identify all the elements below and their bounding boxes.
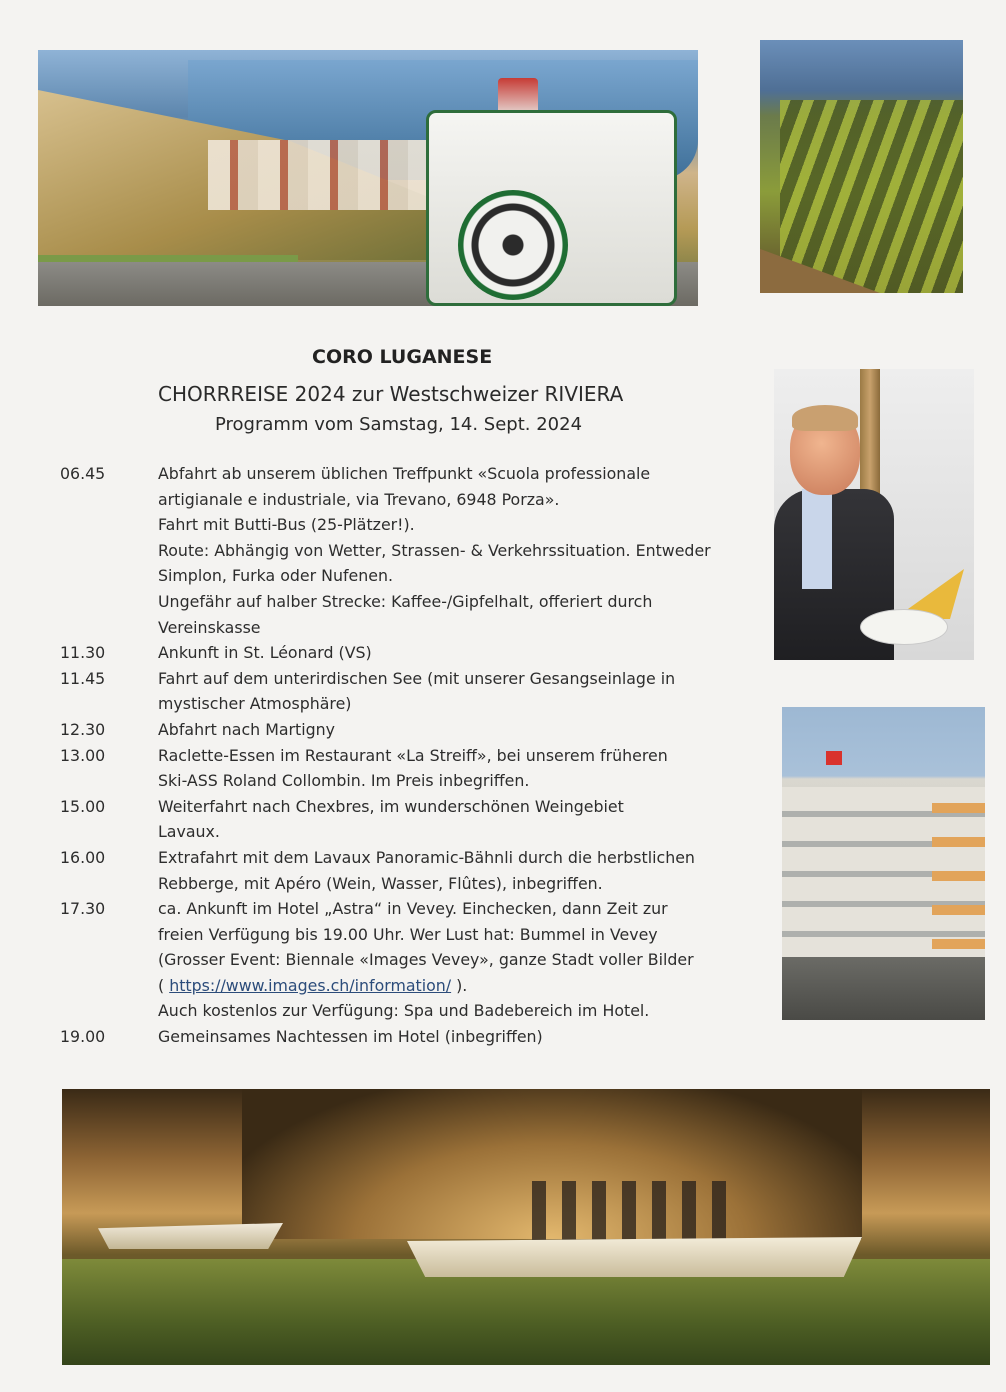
schedule-row [60, 743, 760, 794]
photo-roland-collombin-raclette [774, 369, 974, 660]
schedule-row [60, 461, 760, 640]
schedule-description [158, 794, 760, 845]
schedule-line: Abfahrt nach Martigny [158, 719, 335, 739]
schedule-time: 15.00 [60, 796, 106, 816]
schedule-line: Abfahrt ab unserem üblichen Treffpunkt «Scuola professionale [158, 464, 651, 483]
schedule-description [158, 717, 760, 743]
schedule-row [60, 640, 760, 666]
schedule-time: 13.00 [60, 745, 106, 765]
link-prefix: ( [158, 975, 170, 995]
schedule-line: Rebberge, mit Apéro (Wein, Wasser, Flûtes), inbegriffen. [158, 873, 603, 893]
schedule-time: 06.45 [60, 464, 106, 483]
photo-vineyard [760, 40, 963, 293]
schedule-line: Auch kostenlos zur Verfügung: Spa und Badebereich im Hotel. [158, 1001, 650, 1021]
schedule-line: Extrafahrt mit dem Lavaux Panoramic-Bähnli durch die herbstlichen [158, 847, 695, 867]
schedule-line: Vereinskasse [158, 617, 261, 637]
schedule-line: Gemeinsames Nachtessen im Hotel (inbegriffen) [158, 1027, 543, 1047]
schedule-description [158, 640, 760, 666]
schedule-description [158, 845, 760, 896]
schedule-line: mystischer Atmosphäre) [158, 694, 352, 714]
schedule-line: freien Verfügung bis 19.00 Uhr. Wer Lust hat: Bummel in Vevey [158, 924, 658, 944]
photo-hotel-astra [782, 707, 985, 1020]
schedule-time: 16.00 [60, 847, 106, 867]
schedule-line: Route: Abhängig von Wetter, Strassen- & Verkehrssituation. Entweder [158, 540, 711, 560]
schedule-line: Ungefähr auf halber Strecke: Kaffee-/Gipfelhalt, offeriert durch [158, 591, 653, 611]
schedule-line: Weiterfahrt nach Chexbres, im wunderschönen Weingebiet [158, 796, 624, 816]
schedule-time: 11.45 [60, 668, 106, 688]
schedule-description [158, 743, 760, 794]
schedule-row [60, 794, 760, 845]
schedule-time: 17.30 [60, 899, 106, 919]
schedule-row [60, 845, 760, 896]
document-title: CORO LUGANESE [312, 346, 493, 368]
schedule-time: 11.30 [60, 643, 106, 663]
schedule-description [158, 461, 760, 640]
schedule-line: Raclette-Essen im Restaurant «La Streiff», bei unserem früheren [158, 745, 668, 765]
schedule-line: Fahrt auf dem unterirdischen See (mit unserer Gesangseinlage in [158, 668, 676, 688]
program-date: Programm vom Samstag, 14. Sept. 2024 [215, 414, 583, 435]
schedule-description [158, 1024, 760, 1050]
schedule-row [60, 1024, 760, 1050]
schedule-row [60, 666, 760, 717]
schedule-description [158, 666, 760, 717]
schedule-line: Fahrt mit Butti-Bus (25-Plätzer!). [158, 515, 415, 535]
schedule-time: 19.00 [60, 1027, 106, 1047]
schedule-line: Ankunft in St. Léonard (VS) [158, 643, 372, 663]
photo-lavaux-train [38, 50, 698, 306]
schedule-row [60, 896, 760, 1024]
link-line [158, 973, 760, 999]
document-subtitle: CHORRREISE 2024 zur Westschweizer RIVIERA [158, 382, 624, 406]
photo-underground-lake [62, 1089, 990, 1365]
schedule-description [158, 896, 760, 1024]
schedule-line: artigianale e industriale, via Trevano, 6948 Porza». [158, 489, 560, 509]
images-vevey-link[interactable]: https://www.images.ch/information/ [169, 975, 452, 995]
schedule [60, 461, 760, 1050]
schedule-time: 12.30 [60, 719, 106, 739]
schedule-line: Simplon, Furka oder Nufenen. [158, 566, 394, 586]
schedule-line: (Grosser Event: Biennale «Images Vevey», ganze Stadt voller Bilder [158, 950, 694, 970]
schedule-row [60, 717, 760, 743]
link-suffix: ). [451, 975, 468, 995]
schedule-line: ca. Ankunft im Hotel „Astra“ in Vevey. Einchecken, dann Zeit zur [158, 899, 668, 919]
schedule-line: Lavaux. [158, 822, 220, 842]
schedule-line: Ski-ASS Roland Collombin. Im Preis inbegriffen. [158, 771, 530, 791]
